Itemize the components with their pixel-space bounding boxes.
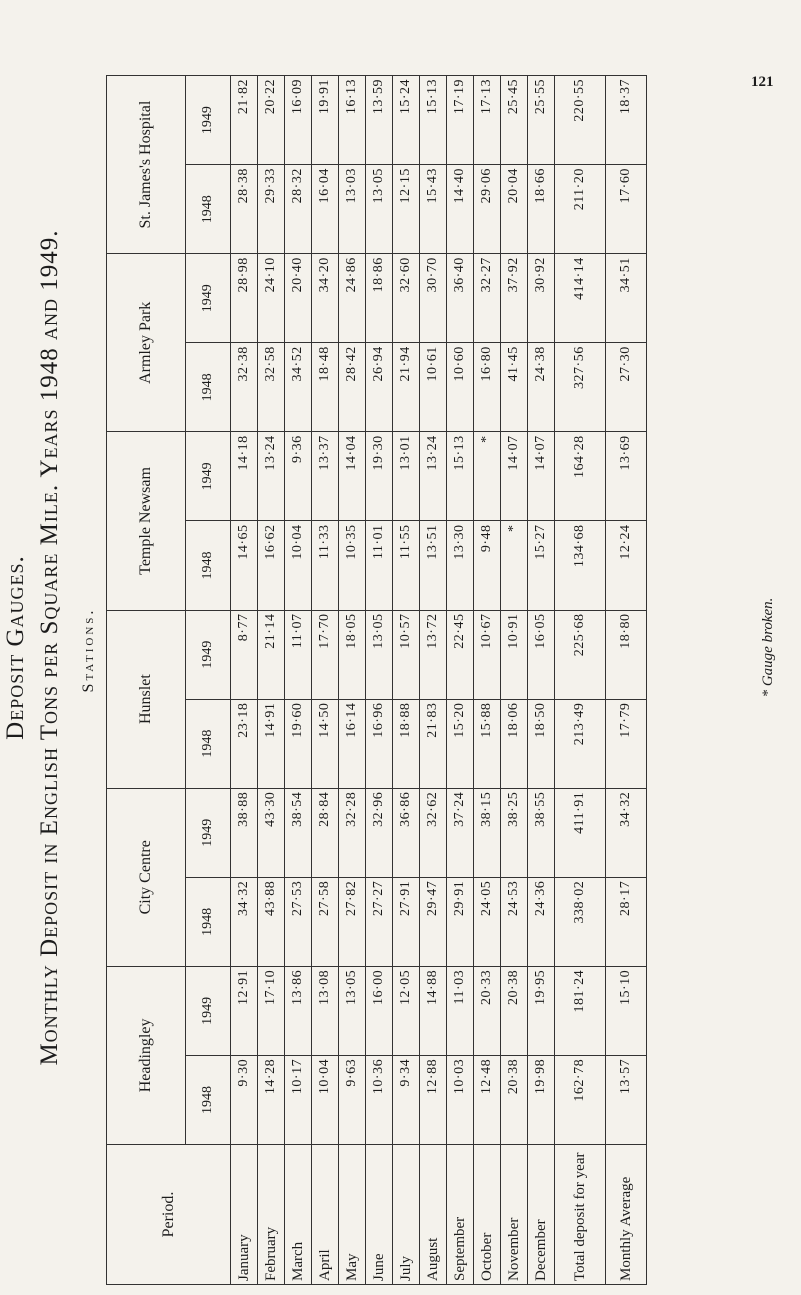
average-cell: 27·30	[606, 343, 647, 432]
table-cell: 21·14	[258, 610, 285, 699]
total-cell: 414·14	[555, 254, 606, 343]
table-cell: 11·03	[447, 966, 474, 1055]
month-label: April	[312, 1145, 339, 1285]
table-cell: 10·60	[447, 343, 474, 432]
table-cell: 15·88	[474, 699, 501, 788]
year-header: 1948	[186, 1055, 231, 1144]
table-cell: 10·04	[312, 1055, 339, 1144]
table-cell: 14·28	[258, 1055, 285, 1144]
table-cell: 16·62	[258, 521, 285, 610]
table-cell: 16·96	[366, 699, 393, 788]
page-subtitle	[36, 0, 64, 1295]
table-cell: 15·13	[420, 76, 447, 165]
table-cell: 18·88	[393, 699, 420, 788]
table-cell: 12·05	[393, 966, 420, 1055]
total-cell: 211·20	[555, 165, 606, 254]
total-cell: 213·49	[555, 699, 606, 788]
table-cell: 12·15	[393, 165, 420, 254]
table-cell: 10·61	[420, 343, 447, 432]
table-cell: 36·86	[393, 788, 420, 877]
table-cell: 13·08	[312, 966, 339, 1055]
table-cell: 13·72	[420, 610, 447, 699]
table-cell: 38·88	[231, 788, 258, 877]
month-label: March	[285, 1145, 312, 1285]
average-cell: 17·79	[606, 699, 647, 788]
table-cell: 20·40	[285, 254, 312, 343]
table-cell: 13·01	[393, 432, 420, 521]
table-cell: 18·06	[501, 699, 528, 788]
table-cell: 25·45	[501, 76, 528, 165]
table-cell: 29·47	[420, 877, 447, 966]
month-label: December	[528, 1145, 555, 1285]
table-row	[231, 76, 258, 1285]
table-cell: 12·88	[420, 1055, 447, 1144]
deposit-table	[106, 75, 647, 1285]
table-cell: 18·50	[528, 699, 555, 788]
table-cell: 28·84	[312, 788, 339, 877]
year-header: 1949	[186, 76, 231, 165]
table-cell: 32·58	[258, 343, 285, 432]
title-text: Deposit Gauges.	[2, 555, 29, 740]
year-header-row	[186, 76, 231, 1285]
month-label: July	[393, 1145, 420, 1285]
table-cell: 22·45	[447, 610, 474, 699]
table-cell: 10·91	[501, 610, 528, 699]
stations-heading: Stations.	[80, 607, 97, 693]
table-row	[528, 76, 555, 1285]
table-cell: 10·67	[474, 610, 501, 699]
table-cell: 29·33	[258, 165, 285, 254]
table-cell: 12·91	[231, 966, 258, 1055]
table-cell: 15·27	[528, 521, 555, 610]
table-cell: 19·60	[285, 699, 312, 788]
year-header: 1948	[186, 699, 231, 788]
table-cell: 14·04	[339, 432, 366, 521]
average-cell: 34·51	[606, 254, 647, 343]
table-cell: 23·18	[231, 699, 258, 788]
table-cell: 24·86	[339, 254, 366, 343]
year-header: 1949	[186, 610, 231, 699]
station-header: St. James's Hospital	[107, 76, 186, 254]
table-cell: 17·70	[312, 610, 339, 699]
average-cell: 34·32	[606, 788, 647, 877]
table-cell: 27·53	[285, 877, 312, 966]
table-cell: 16·05	[528, 610, 555, 699]
table-cell: 13·30	[447, 521, 474, 610]
total-cell: 181·24	[555, 966, 606, 1055]
period-header: Period.	[107, 1145, 231, 1285]
table-cell: 13·24	[258, 432, 285, 521]
table-cell: 13·37	[312, 432, 339, 521]
table-cell: 27·27	[366, 877, 393, 966]
average-row	[606, 76, 647, 1285]
station-header: Armley Park	[107, 254, 186, 432]
table-cell: 29·91	[447, 877, 474, 966]
table-row	[258, 76, 285, 1285]
table-cell: 14·88	[420, 966, 447, 1055]
table-cell: 37·24	[447, 788, 474, 877]
table-cell: 24·10	[258, 254, 285, 343]
table-cell: 14·07	[501, 432, 528, 521]
table-cell: 15·20	[447, 699, 474, 788]
average-cell: 28·17	[606, 877, 647, 966]
month-label: February	[258, 1145, 285, 1285]
table-cell: 14·91	[258, 699, 285, 788]
table-cell: 27·58	[312, 877, 339, 966]
total-cell: 411·91	[555, 788, 606, 877]
total-cell: 164·28	[555, 432, 606, 521]
table-cell: 34·52	[285, 343, 312, 432]
table-cell: 19·91	[312, 76, 339, 165]
table-cell: 28·38	[231, 165, 258, 254]
table-cell: 8·77	[231, 610, 258, 699]
station-header: Headingley	[107, 966, 186, 1144]
total-cell: 327·56	[555, 343, 606, 432]
table-cell: 34·32	[231, 877, 258, 966]
table-cell: 38·55	[528, 788, 555, 877]
table-row	[474, 76, 501, 1285]
table-cell: 11·01	[366, 521, 393, 610]
average-label: Monthly Average	[606, 1145, 647, 1285]
table-cell: 17·10	[258, 966, 285, 1055]
year-header: 1949	[186, 788, 231, 877]
table-cell: 10·04	[285, 521, 312, 610]
station-header: Temple Newsam	[107, 432, 186, 610]
table-cell: 11·33	[312, 521, 339, 610]
table-cell: 20·22	[258, 76, 285, 165]
year-header: 1949	[186, 432, 231, 521]
table-cell: 14·18	[231, 432, 258, 521]
table-cell: 16·00	[366, 966, 393, 1055]
table-cell: 20·38	[501, 1055, 528, 1144]
average-cell: 12·24	[606, 521, 647, 610]
average-cell: 13·69	[606, 432, 647, 521]
table-cell: 36·40	[447, 254, 474, 343]
table-cell: 32·60	[393, 254, 420, 343]
table-row	[285, 76, 312, 1285]
table-cell: 9·63	[339, 1055, 366, 1144]
table-cell: 12·48	[474, 1055, 501, 1144]
table-cell: 11·07	[285, 610, 312, 699]
total-cell: 220·55	[555, 76, 606, 165]
table-cell: 24·05	[474, 877, 501, 966]
table-cell: 9·48	[474, 521, 501, 610]
table-cell: 18·86	[366, 254, 393, 343]
month-rows	[231, 76, 555, 1285]
table-cell: 19·30	[366, 432, 393, 521]
table-cell: 10·03	[447, 1055, 474, 1144]
table-cell: 43·30	[258, 788, 285, 877]
table-row	[312, 76, 339, 1285]
table-cell: 19·98	[528, 1055, 555, 1144]
table-cell: 24·36	[528, 877, 555, 966]
table-row	[420, 76, 447, 1285]
table-row	[501, 76, 528, 1285]
average-cell: 13·57	[606, 1055, 647, 1144]
table-cell: 16·04	[312, 165, 339, 254]
table-row	[447, 76, 474, 1285]
table-cell: 28·98	[231, 254, 258, 343]
table-cell: 9·34	[393, 1055, 420, 1144]
table-cell: 13·86	[285, 966, 312, 1055]
table-cell: 18·48	[312, 343, 339, 432]
table-cell: 10·17	[285, 1055, 312, 1144]
table-cell: 14·50	[312, 699, 339, 788]
table-cell: 11·55	[393, 521, 420, 610]
total-row	[555, 76, 606, 1285]
table-cell: 15·13	[447, 432, 474, 521]
table-row	[339, 76, 366, 1285]
table-cell: 32·62	[420, 788, 447, 877]
table-cell: 15·43	[420, 165, 447, 254]
table-cell: 32·96	[366, 788, 393, 877]
table-cell: 16·13	[339, 76, 366, 165]
table-cell: 24·38	[528, 343, 555, 432]
month-label: June	[366, 1145, 393, 1285]
table-cell: 38·54	[285, 788, 312, 877]
table-cell: 18·66	[528, 165, 555, 254]
station-header: City Centre	[107, 788, 186, 966]
total-label: Total deposit for year	[555, 1145, 606, 1285]
table-cell: 41·45	[501, 343, 528, 432]
table-cell: 13·05	[366, 165, 393, 254]
total-cell: 225·68	[555, 610, 606, 699]
table-cell: 19·95	[528, 966, 555, 1055]
table-cell: 14·07	[528, 432, 555, 521]
table-cell: 13·51	[420, 521, 447, 610]
table-cell: 28·42	[339, 343, 366, 432]
total-cell: 338·02	[555, 877, 606, 966]
table-cell: 13·24	[420, 432, 447, 521]
table-cell: 17·19	[447, 76, 474, 165]
table-cell: 43·88	[258, 877, 285, 966]
page-number: 121	[751, 74, 774, 90]
table-cell: 13·05	[366, 610, 393, 699]
month-label: October	[474, 1145, 501, 1285]
table-cell: 9·36	[285, 432, 312, 521]
footnote: * Gauge broken.	[760, 597, 776, 698]
month-label: September	[447, 1145, 474, 1285]
year-header: 1948	[186, 521, 231, 610]
table-row	[393, 76, 420, 1285]
subtitle-years: Years 1948 and 1949.	[36, 229, 63, 478]
table-cell: 16·80	[474, 343, 501, 432]
table-cell: 14·40	[447, 165, 474, 254]
table-cell: 13·05	[339, 966, 366, 1055]
year-header: 1949	[186, 254, 231, 343]
table-cell: 10·36	[366, 1055, 393, 1144]
table-cell: 32·38	[231, 343, 258, 432]
table-cell: 20·38	[501, 966, 528, 1055]
average-cell: 15·10	[606, 966, 647, 1055]
station-header: Hunslet	[107, 610, 186, 788]
average-cell: 18·80	[606, 610, 647, 699]
year-header: 1949	[186, 966, 231, 1055]
year-header: 1948	[186, 165, 231, 254]
table-cell: 30·70	[420, 254, 447, 343]
year-header: 1948	[186, 343, 231, 432]
table-cell: 18·05	[339, 610, 366, 699]
table-cell: *	[474, 432, 501, 521]
table-cell: 21·94	[393, 343, 420, 432]
table-row	[366, 76, 393, 1285]
table-cell: 17·13	[474, 76, 501, 165]
station-header-row	[107, 76, 186, 1285]
average-cell: 18·37	[606, 76, 647, 165]
table-cell: 32·28	[339, 788, 366, 877]
table-cell: 29·06	[474, 165, 501, 254]
table-cell: 16·14	[339, 699, 366, 788]
month-label: August	[420, 1145, 447, 1285]
table-cell: 30·92	[528, 254, 555, 343]
total-cell: 162·78	[555, 1055, 606, 1144]
table-cell: 26·94	[366, 343, 393, 432]
month-label: May	[339, 1145, 366, 1285]
table-cell: 38·25	[501, 788, 528, 877]
table-cell: 34·20	[312, 254, 339, 343]
subtitle-text: Monthly Deposit in English Tons per Square Mile.	[36, 483, 63, 1066]
table-cell: 21·82	[231, 76, 258, 165]
table-cell: 16·09	[285, 76, 312, 165]
table-cell: 20·33	[474, 966, 501, 1055]
table-cell: 13·03	[339, 165, 366, 254]
table-cell: 21·83	[420, 699, 447, 788]
table-cell: 27·82	[339, 877, 366, 966]
month-label: November	[501, 1145, 528, 1285]
table-cell: 15·24	[393, 76, 420, 165]
total-cell: 134·68	[555, 521, 606, 610]
table-cell: 20·04	[501, 165, 528, 254]
table-cell: 24·53	[501, 877, 528, 966]
year-header: 1948	[186, 877, 231, 966]
table-cell: 38·15	[474, 788, 501, 877]
table-cell: 28·32	[285, 165, 312, 254]
page-title	[2, 0, 30, 1295]
table-cell: 32·27	[474, 254, 501, 343]
month-label: January	[231, 1145, 258, 1285]
table-cell: 25·55	[528, 76, 555, 165]
table-cell: 9·30	[231, 1055, 258, 1144]
table-cell: *	[501, 521, 528, 610]
table-cell: 10·35	[339, 521, 366, 610]
average-cell: 17·60	[606, 165, 647, 254]
table-cell: 37·92	[501, 254, 528, 343]
table-cell: 13·59	[366, 76, 393, 165]
table-cell: 27·91	[393, 877, 420, 966]
table-cell: 14·65	[231, 521, 258, 610]
table-cell: 10·57	[393, 610, 420, 699]
